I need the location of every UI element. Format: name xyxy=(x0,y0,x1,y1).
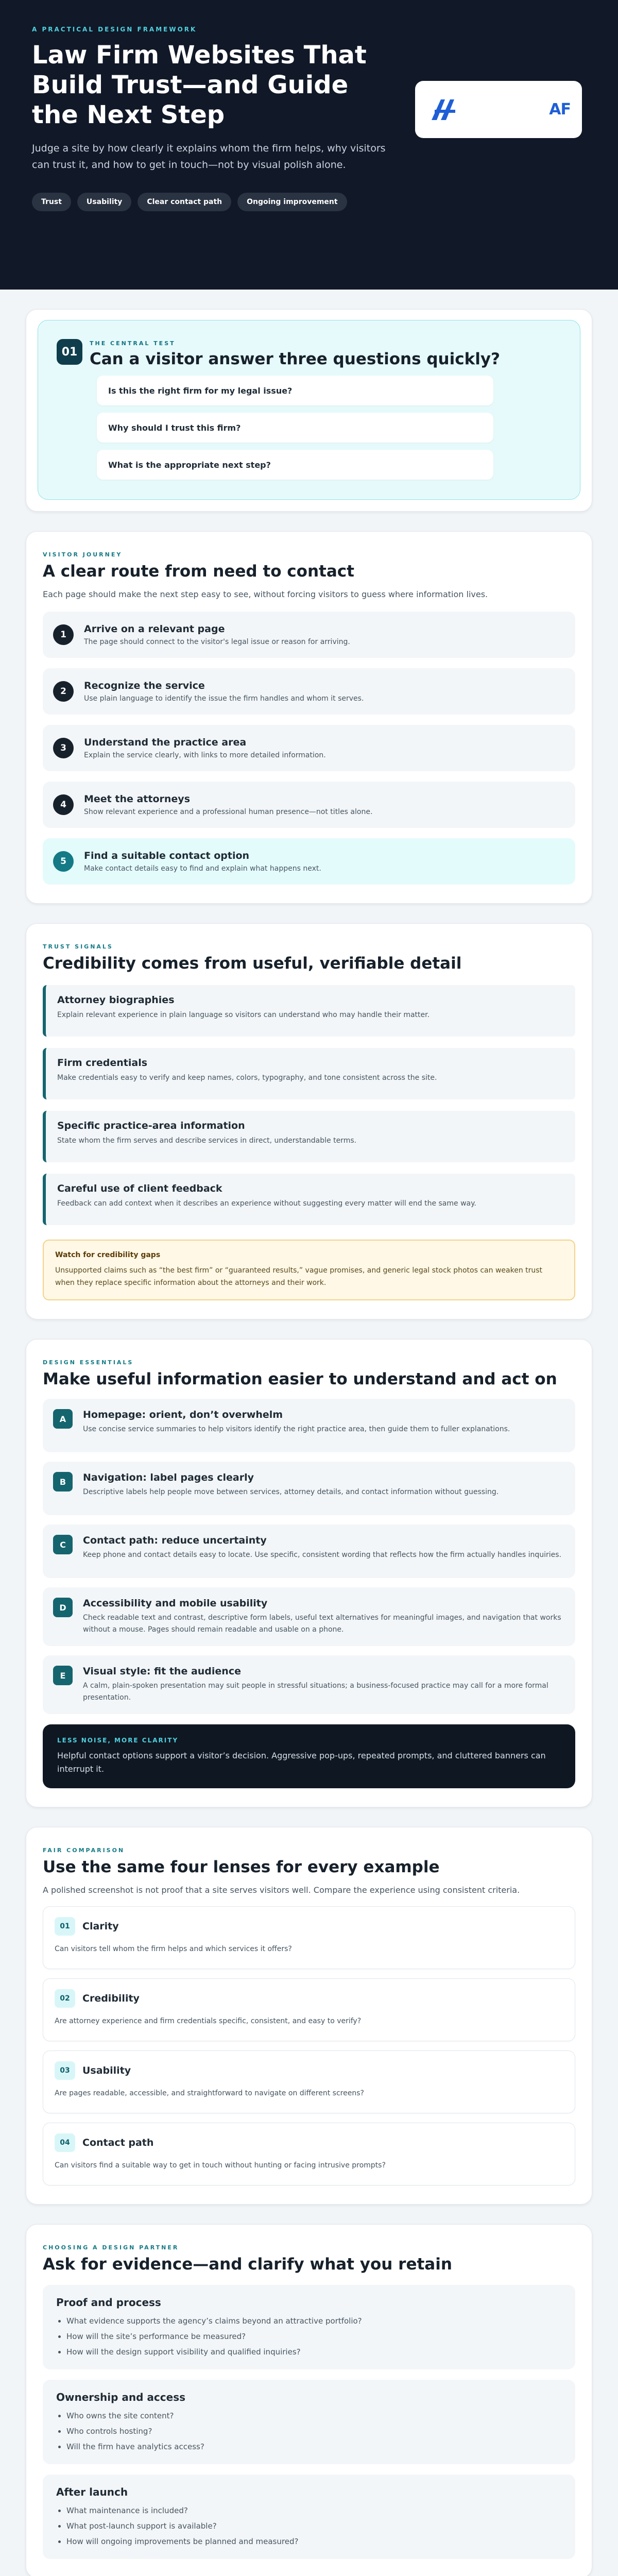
journey-step xyxy=(43,668,575,715)
trust-signal xyxy=(43,1111,575,1162)
group-question: • What post-launch support is available? xyxy=(66,2520,562,2532)
section-lede: A polished screenshot is not proof that a site serves visitors well. Compare the experience using consistent criteria. xyxy=(43,1885,520,1895)
section-eyebrow: FAIR COMPARISON xyxy=(43,1847,125,1854)
section-title: Ask for evidence—and clarify what you retain xyxy=(43,2255,452,2274)
section-lede: Each page should make the next step easy to see, without forcing visitors to guess where information lives. xyxy=(43,589,488,599)
design-partner-section xyxy=(26,2224,592,2576)
section-title: Make useful information easier to understand and act on xyxy=(43,1370,557,1388)
group-question: • How will the design support visibility and qualified inquiries? xyxy=(66,2346,562,2358)
hero xyxy=(0,0,618,290)
section-title: A clear route from need to contact xyxy=(43,562,354,581)
group-title: Ownership and access xyxy=(56,2391,186,2403)
logo-mark-icon xyxy=(430,97,458,122)
trust-signals-section xyxy=(26,923,592,1319)
lens-desc: Are attorney experience and firm credentials specific, consistent, and easy to verify? xyxy=(55,2017,362,2025)
essential-item xyxy=(43,1462,575,1515)
signal-desc: State whom the firm serves and describe services in direct, understandable terms. xyxy=(57,1137,357,1145)
section-eyebrow: VISITOR JOURNEY xyxy=(43,551,123,558)
item-title: Accessibility and mobile usability xyxy=(83,1598,268,1609)
lens-number: 01 xyxy=(55,1917,75,1936)
pill-usability: Usability xyxy=(77,193,131,211)
note-text: Helpful contact options support a visitor’s decision. Aggressive pop-ups, repeated prompts, and cluttered banners can interrupt it. xyxy=(57,1751,546,1774)
step-desc: Use plain language to identify the issue the firm handles and whom it serves. xyxy=(84,694,364,703)
group-title: Proof and process xyxy=(56,2296,161,2309)
item-title: Navigation: label pages clearly xyxy=(83,1472,254,1483)
question-group xyxy=(43,2475,575,2559)
pill-trust: Trust xyxy=(32,193,71,211)
group-question: • What evidence supports the agency’s claims beyond an attractive portfolio? xyxy=(66,2315,562,2327)
signal-desc: Make credentials easy to verify and keep names, colors, typography, and tone consistent across the site. xyxy=(57,1074,437,1082)
trust-signal xyxy=(43,1048,575,1099)
lens-title: Credibility xyxy=(82,1993,140,2004)
note-title: LESS NOISE, MORE CLARITY xyxy=(57,1737,179,1744)
visitor-journey-section xyxy=(26,531,592,904)
pill-contact-path: Clear contact path xyxy=(138,193,231,211)
step-title: Arrive on a relevant page xyxy=(84,623,225,635)
item-desc: Check readable text and contrast, descriptive form labels, useful text alternatives for meaningful images, and navigation that works without a mouse. Pages should remain readable and usable on a phone. xyxy=(83,1614,561,1634)
test-title: Can a visitor answer three questions quickly? xyxy=(90,350,501,368)
item-desc: Use concise service summaries to help visitors identify the right practice area, then guide them to fuller explanations. xyxy=(83,1425,510,1433)
essential-item xyxy=(43,1399,575,1452)
lens-number: 04 xyxy=(55,2133,75,2152)
signal-title: Attorney biographies xyxy=(57,994,175,1006)
item-title: Contact path: reduce uncertainty xyxy=(83,1535,267,1546)
item-letter: A xyxy=(53,1409,73,1429)
group-question: • How will ongoing improvements be planned and measured? xyxy=(66,2535,562,2548)
item-letter: D xyxy=(53,1598,73,1617)
section-eyebrow: CHOOSING A DESIGN PARTNER xyxy=(43,2244,179,2251)
lens-title: Usability xyxy=(82,2065,131,2076)
lens-title: Contact path xyxy=(82,2137,154,2148)
signal-title: Firm credentials xyxy=(57,1057,148,1069)
credibility-warning xyxy=(43,1240,575,1300)
signal-desc: Feedback can add context when it describes an experience without suggesting every matter will end the same way. xyxy=(57,1199,476,1208)
clarity-note xyxy=(43,1724,575,1788)
item-title: Visual style: fit the audience xyxy=(83,1666,241,1677)
question-item: What is the appropriate next step? xyxy=(97,450,493,480)
trust-signal xyxy=(43,985,575,1037)
essential-item xyxy=(43,1587,575,1646)
step-title: Recognize the service xyxy=(84,680,205,691)
group-question: • What maintenance is included? xyxy=(66,2504,562,2517)
journey-step xyxy=(43,725,575,771)
group-title: After launch xyxy=(56,2486,128,2498)
essential-item xyxy=(43,1655,575,1714)
lens-number: 03 xyxy=(55,2061,75,2080)
lens-desc: Can visitors find a suitable way to get in touch without hunting or facing intrusive prompts? xyxy=(55,2161,386,2170)
journey-step xyxy=(43,612,575,658)
lens-number: 02 xyxy=(55,1989,75,2008)
journey-step-highlight xyxy=(43,838,575,885)
warning-title: Watch for credibility gaps xyxy=(55,1251,161,1259)
section-eyebrow: TRUST SIGNALS xyxy=(43,943,113,950)
lens-card xyxy=(43,1906,575,1969)
step-title: Meet the attorneys xyxy=(84,793,191,805)
central-test-card xyxy=(26,309,592,512)
lens-card xyxy=(43,2050,575,2113)
item-desc: Keep phone and contact details easy to locate. Use specific, consistent wording that reflects how the firm actually handles inquiries. xyxy=(83,1551,562,1559)
item-desc: Descriptive labels help people move between services, attorney details, and contact information without guessing. xyxy=(83,1488,499,1496)
lens-desc: Can visitors tell whom the firm helps and which services it offers? xyxy=(55,1945,292,1953)
step-title: Find a suitable contact option xyxy=(84,850,250,861)
step-number: 4 xyxy=(53,794,74,815)
step-number: 3 xyxy=(53,738,74,758)
logo-card xyxy=(415,81,582,138)
question-item: Why should I trust this firm? xyxy=(97,413,493,443)
item-letter: E xyxy=(53,1666,73,1685)
lens-card xyxy=(43,2123,575,2185)
lens-card xyxy=(43,1978,575,2041)
question-group xyxy=(43,2380,575,2464)
group-question: • Who owns the site content? xyxy=(66,2410,562,2422)
item-letter: C xyxy=(53,1535,73,1554)
step-number: 2 xyxy=(53,681,74,702)
section-title: Credibility comes from useful, verifiable detail xyxy=(43,954,462,973)
essential-item xyxy=(43,1524,575,1578)
journey-step xyxy=(43,782,575,828)
trust-signal xyxy=(43,1174,575,1225)
step-title: Understand the practice area xyxy=(84,737,247,748)
step-desc: Show relevant experience and a professional human presence—not titles alone. xyxy=(84,808,373,816)
test-eyebrow: THE CENTRAL TEST xyxy=(90,340,176,347)
lens-title: Clarity xyxy=(82,1921,119,1932)
hero-intro: Judge a site by how clearly it explains whom the firm helps, why visitors can trust it, and how to get in touch—not by visual polish alone. xyxy=(32,143,386,171)
group-question: • Who controls hosting? xyxy=(66,2425,562,2437)
group-question: • Will the firm have analytics access? xyxy=(66,2441,562,2453)
page-title: Law Firm Websites That Build Trust—and Guide the Next Step xyxy=(32,41,367,129)
warning-text: Unsupported claims such as “the best firm” or “guaranteed results,” vague promises, and generic legal stock photos can weaken trust when they replace specific information about the attorneys and their work. xyxy=(55,1266,543,1287)
step-badge: 01 xyxy=(57,339,82,365)
signal-title: Specific practice-area information xyxy=(57,1120,245,1131)
signal-title: Careful use of client feedback xyxy=(57,1183,222,1194)
item-title: Homepage: orient, don’t overwhelm xyxy=(83,1409,283,1420)
section-title: Use the same four lenses for every example xyxy=(43,1858,440,1876)
logo-wordmark: AF xyxy=(549,100,571,118)
question-group xyxy=(43,2285,575,2369)
hero-eyebrow: A PRACTICAL DESIGN FRAMEWORK xyxy=(32,26,197,33)
tag-pills xyxy=(32,193,586,211)
step-number: 1 xyxy=(53,624,74,645)
central-test xyxy=(38,320,580,500)
signal-desc: Explain relevant experience in plain language so visitors can understand who may handle their matter. xyxy=(57,1011,430,1019)
main-content xyxy=(26,309,592,2576)
step-desc: Explain the service clearly, with links to more detailed information. xyxy=(84,751,326,759)
step-desc: Make contact details easy to find and explain what happens next. xyxy=(84,865,321,873)
lens-desc: Are pages readable, accessible, and straightforward to navigate on different screens? xyxy=(55,2089,364,2097)
pill-ongoing-improvement: Ongoing improvement xyxy=(237,193,347,211)
step-desc: The page should connect to the visitor's legal issue or reason for arriving. xyxy=(84,638,350,646)
item-letter: B xyxy=(53,1472,73,1492)
step-number: 5 xyxy=(53,851,74,872)
group-question: • How will the site’s performance be measured? xyxy=(66,2330,562,2343)
item-desc: A calm, plain-spoken presentation may suit people in stressful situations; a business-focused practice may call for a more formal presentation. xyxy=(83,1682,548,1702)
fair-comparison-section xyxy=(26,1827,592,2205)
design-essentials-section xyxy=(26,1339,592,1807)
section-eyebrow: DESIGN ESSENTIALS xyxy=(43,1359,134,1366)
question-item: Is this the right firm for my legal issue? xyxy=(97,376,493,405)
